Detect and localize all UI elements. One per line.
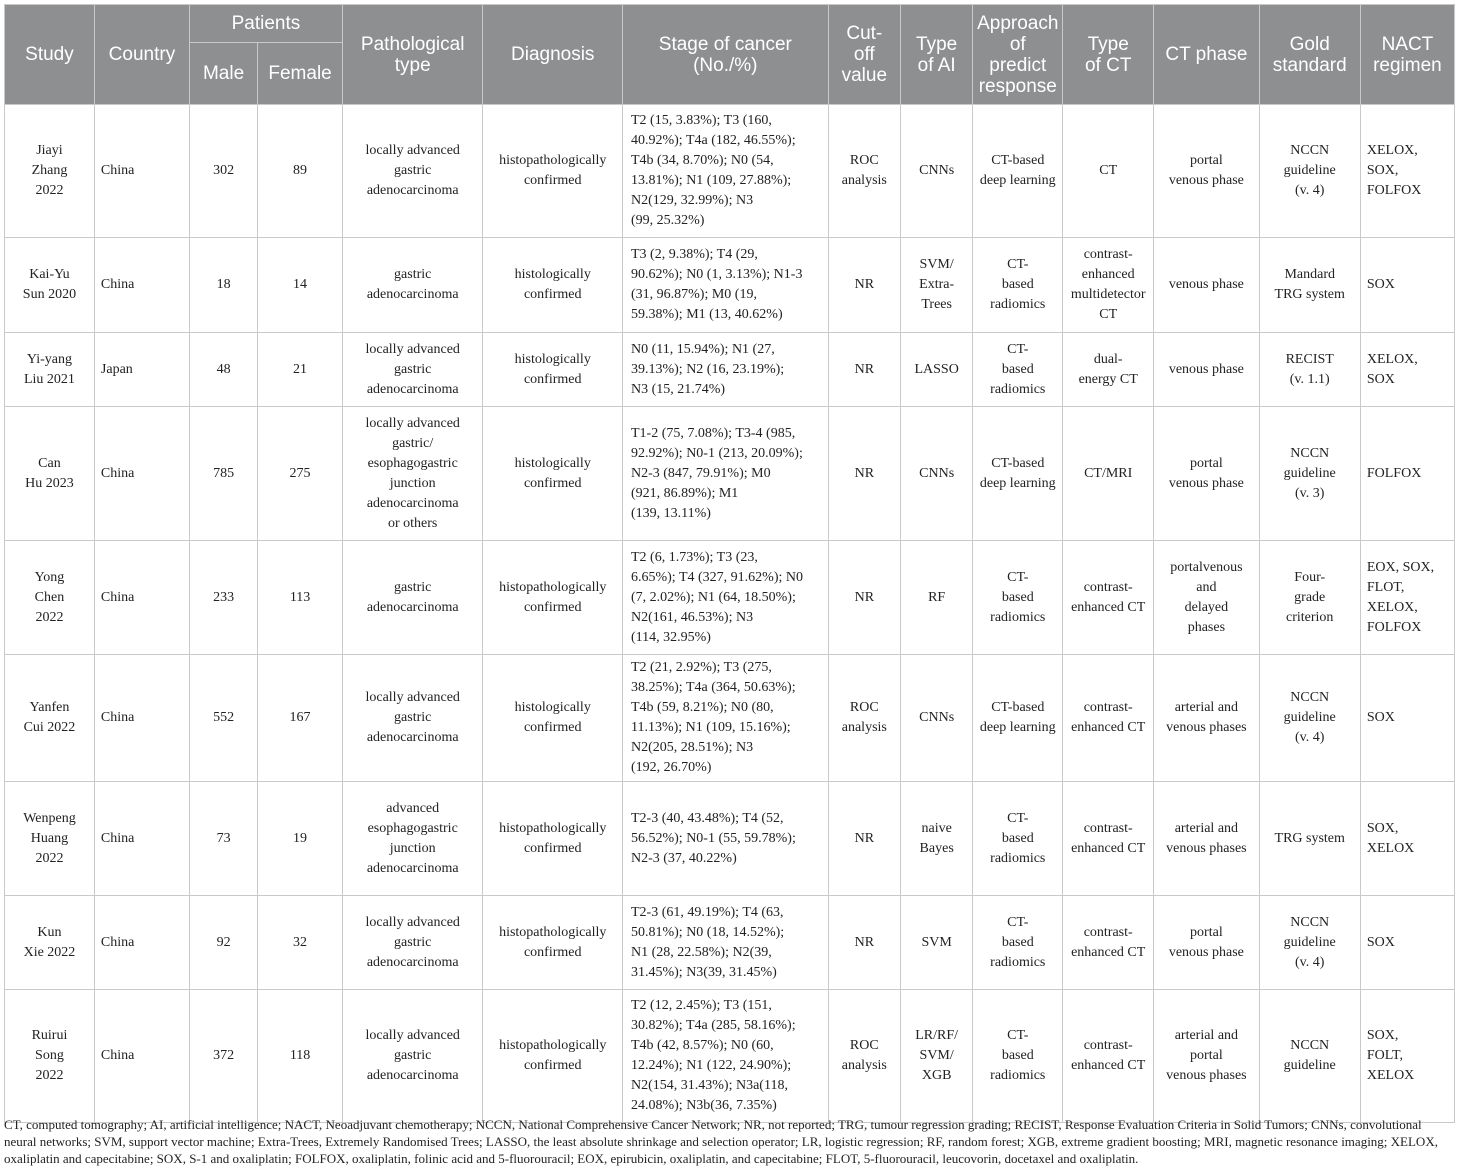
female-count-cell: 275 [258, 407, 343, 541]
type-ai-cell: SVM [900, 896, 972, 990]
approach-cell: CT- based radiomics [973, 333, 1063, 407]
pathological-type-cell: gastric adenocarcinoma [342, 238, 483, 333]
study-characteristics-table [4, 4, 1455, 1123]
table-row [5, 990, 1455, 1123]
pathological-type-cell: locally advanced gastric/ esophagogastric junction adenocarcinoma or others [342, 407, 483, 541]
type-ct-cell: contrast- enhanced CT [1063, 990, 1154, 1123]
table-row [5, 238, 1455, 333]
header-pathological-type: Pathological type [342, 5, 483, 105]
ct-phase-cell: portal venous phase [1154, 105, 1259, 238]
stage-cell: T2 (21, 2.92%); T3 (275, 38.25%); T4a (364, 50.63%); T4b (59, 8.21%); N0 (80, 11.13%); N1 (109, 15.16%); N2(205, 28.51%); N3 (192, 26.70%) [622, 655, 828, 782]
cutoff-cell: ROC analysis [828, 105, 900, 238]
approach-cell: CT- based radiomics [973, 782, 1063, 896]
type-ct-cell: CT/MRI [1063, 407, 1154, 541]
gold-standard-cell: Four- grade criterion [1259, 541, 1360, 655]
cutoff-cell: NR [828, 782, 900, 896]
nact-regimen-cell: FOLFOX [1360, 407, 1454, 541]
female-count-cell: 14 [258, 238, 343, 333]
male-count-cell: 785 [189, 407, 257, 541]
male-count-cell: 233 [189, 541, 257, 655]
approach-cell: CT-based deep learning [973, 105, 1063, 238]
stage-cell: T2 (15, 3.83%); T3 (160, 40.92%); T4a (182, 46.55%); T4b (34, 8.70%); N0 (54, 13.81%); N1 (109, 27.88%); N2(129, 32.99%); N3 (99, 25.32%) [622, 105, 828, 238]
gold-standard-cell: TRG system [1259, 782, 1360, 896]
approach-cell: CT- based radiomics [973, 990, 1063, 1123]
pathological-type-cell: locally advanced gastric adenocarcinoma [342, 655, 483, 782]
approach-cell: CT- based radiomics [973, 541, 1063, 655]
header-ct-phase: CT phase [1154, 5, 1259, 105]
type-ai-cell: SVM/ Extra- Trees [900, 238, 972, 333]
type-ai-cell: CNNs [900, 105, 972, 238]
diagnosis-cell: histopathologically confirmed [483, 990, 623, 1123]
header-type-ct: Type of CT [1063, 5, 1154, 105]
stage-cell: T2-3 (61, 49.19%); T4 (63, 50.81%); N0 (18, 14.52%); N1 (28, 22.58%); N2(39, 31.45%); N3(39, 31.45%) [622, 896, 828, 990]
type-ct-cell: contrast- enhanced CT [1063, 541, 1154, 655]
pathological-type-cell: advanced esophagogastric junction adenocarcinoma [342, 782, 483, 896]
diagnosis-cell: histopathologically confirmed [483, 782, 623, 896]
stage-cell: T2-3 (40, 43.48%); T4 (52, 56.52%); N0-1 (55, 59.78%); N2-3 (37, 40.22%) [622, 782, 828, 896]
header-gold-standard: Gold standard [1259, 5, 1360, 105]
ct-phase-cell: venous phase [1154, 333, 1259, 407]
ct-phase-cell: arterial and venous phases [1154, 782, 1259, 896]
type-ai-cell: LASSO [900, 333, 972, 407]
female-count-cell: 113 [258, 541, 343, 655]
male-count-cell: 372 [189, 990, 257, 1123]
female-count-cell: 89 [258, 105, 343, 238]
type-ct-cell: contrast- enhanced CT [1063, 782, 1154, 896]
pathological-type-cell: locally advanced gastric adenocarcinoma [342, 333, 483, 407]
diagnosis-cell: histopathologically confirmed [483, 541, 623, 655]
pathological-type-cell: gastric adenocarcinoma [342, 541, 483, 655]
male-count-cell: 92 [189, 896, 257, 990]
nact-regimen-cell: SOX, XELOX [1360, 782, 1454, 896]
gold-standard-cell: Mandard TRG system [1259, 238, 1360, 333]
type-ct-cell: contrast- enhanced CT [1063, 896, 1154, 990]
header-male: Male [189, 43, 257, 105]
table-row [5, 782, 1455, 896]
type-ai-cell: LR/RF/ SVM/ XGB [900, 990, 972, 1123]
nact-regimen-cell: EOX, SOX, FLOT, XELOX, FOLFOX [1360, 541, 1454, 655]
study-cell: Yanfen Cui 2022 [5, 655, 95, 782]
female-count-cell: 167 [258, 655, 343, 782]
table-body [5, 105, 1455, 1123]
nact-regimen-cell: SOX [1360, 238, 1454, 333]
male-count-cell: 302 [189, 105, 257, 238]
cutoff-cell: ROC analysis [828, 990, 900, 1123]
nact-regimen-cell: SOX, FOLT, XELOX [1360, 990, 1454, 1123]
study-cell: Jiayi Zhang 2022 [5, 105, 95, 238]
type-ai-cell: CNNs [900, 407, 972, 541]
type-ct-cell: contrast- enhanced multidetector CT [1063, 238, 1154, 333]
female-count-cell: 32 [258, 896, 343, 990]
type-ai-cell: CNNs [900, 655, 972, 782]
nact-regimen-cell: XELOX, SOX [1360, 333, 1454, 407]
country-cell: Japan [94, 333, 189, 407]
diagnosis-cell: histopathologically confirmed [483, 105, 623, 238]
study-cell: Kai-Yu Sun 2020 [5, 238, 95, 333]
diagnosis-cell: histologically confirmed [483, 333, 623, 407]
ct-phase-cell: venous phase [1154, 238, 1259, 333]
type-ct-cell: CT [1063, 105, 1154, 238]
nact-regimen-cell: SOX [1360, 896, 1454, 990]
header-approach: Approach of predict response [973, 5, 1063, 105]
country-cell: China [94, 407, 189, 541]
cutoff-cell: NR [828, 238, 900, 333]
table-row [5, 655, 1455, 782]
ct-phase-cell: portalvenous and delayed phases [1154, 541, 1259, 655]
study-cell: Ruirui Song 2022 [5, 990, 95, 1123]
study-cell: Kun Xie 2022 [5, 896, 95, 990]
country-cell: China [94, 541, 189, 655]
table-row [5, 407, 1455, 541]
diagnosis-cell: histologically confirmed [483, 238, 623, 333]
country-cell: China [94, 896, 189, 990]
nact-regimen-cell: XELOX, SOX, FOLFOX [1360, 105, 1454, 238]
header-study: Study [5, 5, 95, 105]
diagnosis-cell: histologically confirmed [483, 655, 623, 782]
gold-standard-cell: NCCN guideline (v. 4) [1259, 655, 1360, 782]
type-ct-cell: contrast- enhanced CT [1063, 655, 1154, 782]
study-cell: Yi-yang Liu 2021 [5, 333, 95, 407]
ct-phase-cell: portal venous phase [1154, 407, 1259, 541]
type-ai-cell: naive Bayes [900, 782, 972, 896]
study-cell: Wenpeng Huang 2022 [5, 782, 95, 896]
header-diagnosis: Diagnosis [483, 5, 623, 105]
table-header [5, 5, 1455, 105]
table-row [5, 105, 1455, 238]
female-count-cell: 19 [258, 782, 343, 896]
gold-standard-cell: NCCN guideline (v. 4) [1259, 105, 1360, 238]
country-cell: China [94, 782, 189, 896]
stage-cell: T2 (6, 1.73%); T3 (23, 6.65%); T4 (327, 91.62%); N0 (7, 2.02%); N1 (64, 18.50%); N2(161, 46.53%); N3 (114, 32.95%) [622, 541, 828, 655]
female-count-cell: 21 [258, 333, 343, 407]
male-count-cell: 48 [189, 333, 257, 407]
study-cell: Can Hu 2023 [5, 407, 95, 541]
gold-standard-cell: NCCN guideline (v. 4) [1259, 896, 1360, 990]
cutoff-cell: NR [828, 541, 900, 655]
country-cell: China [94, 655, 189, 782]
cutoff-cell: NR [828, 407, 900, 541]
stage-cell: T2 (12, 2.45%); T3 (151, 30.82%); T4a (285, 58.16%); T4b (42, 8.57%); N0 (60, 12.24%); N1 (122, 24.90%); N2(154, 31.43%); N3a(118, 24.08%); N3b(36, 7.35%) [622, 990, 828, 1123]
cutoff-cell: NR [828, 896, 900, 990]
nact-regimen-cell: SOX [1360, 655, 1454, 782]
type-ai-cell: RF [900, 541, 972, 655]
stage-cell: T3 (2, 9.38%); T4 (29, 90.62%); N0 (1, 3.13%); N1-3 (31, 96.87%); M0 (19, 59.38%); M1 (13, 40.62%) [622, 238, 828, 333]
header-stage: Stage of cancer (No./%) [622, 5, 828, 105]
pathological-type-cell: locally advanced gastric adenocarcinoma [342, 990, 483, 1123]
table-footnote: CT, computed tomography; AI, artificial intelligence; NACT, Neoadjuvant chemotherapy; NCCN, National Comprehensive Cancer Network; NR, not reported; TRG, tumour regression grading; RECIST, Response Evaluation Criteria in Solid Tumors; CNNs, convolutional neural networks; SVM, support vector machine; Extra-Trees, Extremely Randomised Trees; LASSO, the least absolute shrinkage and selection operator; LR, logistic regression; RF, random forest; XGB, extreme gradient boosting; MRI, magnetic resonance imaging; XELOX, oxaliplatin and capecitabine; SOX, S-1 and oxaliplatin; FOLFOX, oxaliplatin, folinic acid and 5-fluorouracil; EOX, epirubicin, oxaliplatin, and capecitabine; FLOT, 5-fluorouracil, leucovorin, docetaxel and oxaliplatin. [4, 1117, 1438, 1166]
diagnosis-cell: histopathologically confirmed [483, 896, 623, 990]
gold-standard-cell: RECIST (v. 1.1) [1259, 333, 1360, 407]
female-count-cell: 118 [258, 990, 343, 1123]
table-row [5, 896, 1455, 990]
country-cell: China [94, 990, 189, 1123]
male-count-cell: 18 [189, 238, 257, 333]
gold-standard-cell: NCCN guideline (v. 3) [1259, 407, 1360, 541]
pathological-type-cell: locally advanced gastric adenocarcinoma [342, 105, 483, 238]
approach-cell: CT-based deep learning [973, 407, 1063, 541]
type-ct-cell: dual- energy CT [1063, 333, 1154, 407]
cutoff-cell: ROC analysis [828, 655, 900, 782]
study-cell: Yong Chen 2022 [5, 541, 95, 655]
approach-cell: CT- based radiomics [973, 238, 1063, 333]
gold-standard-cell: NCCN guideline [1259, 990, 1360, 1123]
pathological-type-cell: locally advanced gastric adenocarcinoma [342, 896, 483, 990]
table-row [5, 541, 1455, 655]
approach-cell: CT-based deep learning [973, 655, 1063, 782]
cutoff-cell: NR [828, 333, 900, 407]
country-cell: China [94, 105, 189, 238]
header-nact-regimen: NACT regimen [1360, 5, 1454, 105]
stage-cell: T1-2 (75, 7.08%); T3-4 (985, 92.92%); N0-1 (213, 20.09%); N2-3 (847, 79.91%); M0 (921, 86.89%); M1 (139, 13.11%) [622, 407, 828, 541]
male-count-cell: 73 [189, 782, 257, 896]
stage-cell: N0 (11, 15.94%); N1 (27, 39.13%); N2 (16, 23.19%); N3 (15, 21.74%) [622, 333, 828, 407]
header-country: Country [94, 5, 189, 105]
male-count-cell: 552 [189, 655, 257, 782]
ct-phase-cell: arterial and portal venous phases [1154, 990, 1259, 1123]
header-type-ai: Type of AI [900, 5, 972, 105]
ct-phase-cell: arterial and venous phases [1154, 655, 1259, 782]
header-cutoff: Cut- off value [828, 5, 900, 105]
diagnosis-cell: histologically confirmed [483, 407, 623, 541]
approach-cell: CT- based radiomics [973, 896, 1063, 990]
table-row [5, 333, 1455, 407]
country-cell: China [94, 238, 189, 333]
ct-phase-cell: portal venous phase [1154, 896, 1259, 990]
header-patients: Patients [189, 5, 342, 43]
header-female: Female [258, 43, 343, 105]
